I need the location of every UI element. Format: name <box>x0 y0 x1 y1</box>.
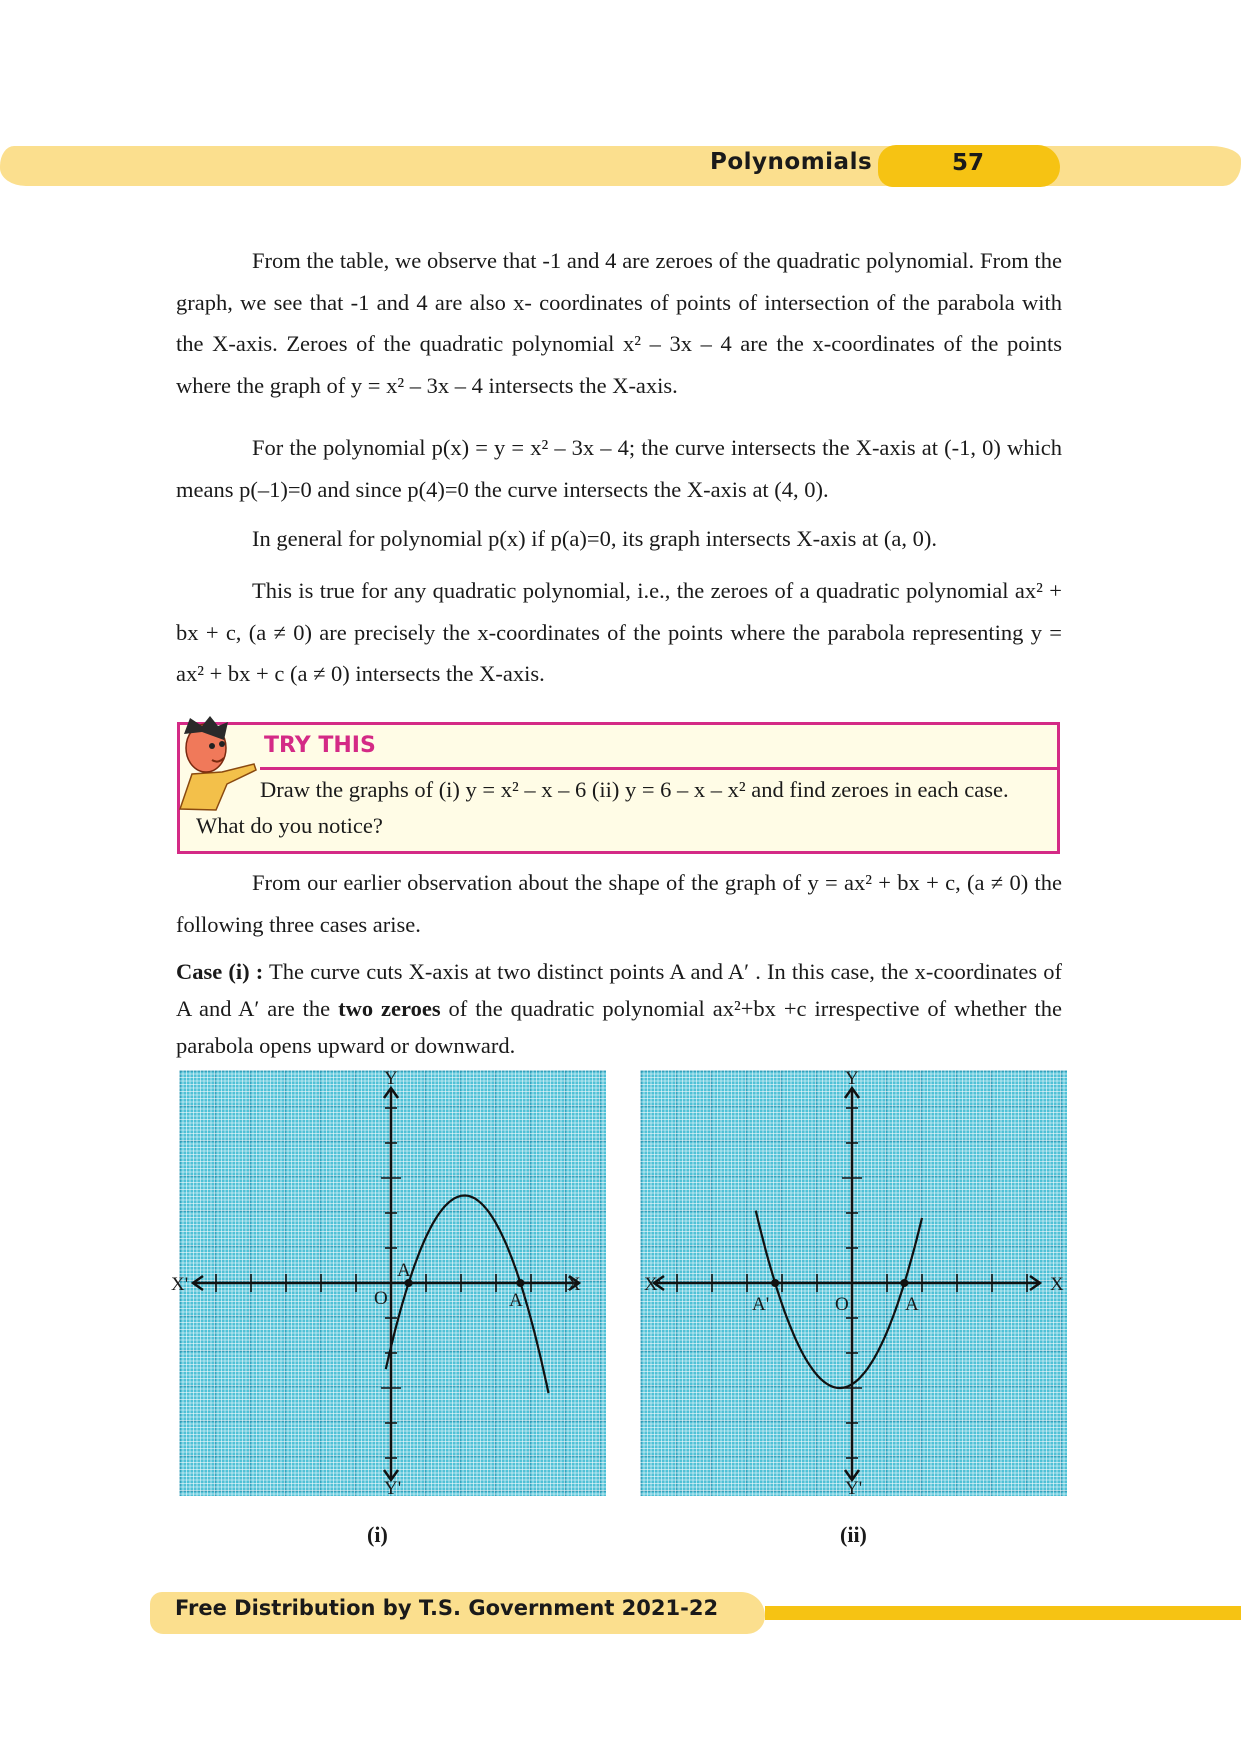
label-y-prime: Y' <box>384 1478 402 1499</box>
page-number: 57 <box>952 150 985 176</box>
graph-ii <box>640 1068 1067 1499</box>
label-origin: O <box>835 1294 849 1315</box>
label-y-prime: Y' <box>845 1478 863 1499</box>
footer-stripe <box>765 1606 1241 1620</box>
case-1-paragraph <box>176 953 1062 1064</box>
label-x-prime: X' <box>171 1274 189 1295</box>
footer-text: Free Distribution by T.S. Government 2021-22 <box>175 1596 719 1620</box>
page-title: Polynomials <box>710 149 873 175</box>
paragraph-4: This is true for any quadratic polynomial, i.e., the zeroes of a quadratic polynomial ax² + bx + c, (a ≠ 0) are precisely the x-coordinates of the points where the parabola representing y = ax² + bx + c (a ≠ 0) intersects the X-axis. <box>176 578 1062 686</box>
label-a: A <box>397 1260 411 1281</box>
label-x-prime: X' <box>644 1274 662 1295</box>
graph-ii-caption: (ii) <box>840 1522 867 1547</box>
paragraph-3: In general for polynomial p(x) if p(a)=0, its graph intersects X-axis at (a, 0). <box>252 526 937 551</box>
boy-pointing-icon <box>172 714 258 812</box>
label-x: X <box>567 1274 581 1295</box>
case-1-text-a: The curve cuts X-axis at two distinct points A and A′ . In this case, the x-coordinates of A and A′ are the <box>176 959 1062 1021</box>
case-1-text-b: of the quadratic polynomial ax²+bx +c irrespective of whether the parabola opens upward or downward. <box>176 996 1062 1058</box>
paragraph-1: From the table, we observe that -1 and 4 are zeroes of the quadratic polynomial. From the graph, we see that -1 and 4 are also x- coordinates of points of intersection of the parabola with the X-axis. Zeroes of the quadratic polynomial x² – 3x – 4 are the x-coordinates of the points where the graph of y = x² – 3x – 4 intersects the X-axis. <box>176 248 1062 398</box>
label-y: Y <box>384 1068 398 1089</box>
label-a-prime: A' <box>752 1294 770 1315</box>
graph-i-caption: (i) <box>367 1522 388 1547</box>
try-this-title: TRY THIS <box>264 733 376 758</box>
point-a-prime <box>516 1279 524 1287</box>
label-a-prime: A' <box>509 1290 527 1311</box>
graph-i-svg <box>171 1068 606 1499</box>
point-a-prime <box>771 1279 779 1287</box>
label-x: X <box>1050 1274 1064 1295</box>
label-a: A <box>905 1294 919 1315</box>
graph-i <box>171 1068 606 1499</box>
try-this-box <box>177 722 1060 854</box>
paragraph-2: For the polynomial p(x) = y = x² – 3x – 4; the curve intersects the X-axis at (-1, 0) which means p(–1)=0 and since p(4)=0 the curve intersects the X-axis at (4, 0). <box>176 435 1062 502</box>
try-this-question: Draw the graphs of (i) y = x² – x – 6 (ii) y = 6 – x – x² and find zeroes in each case. <box>260 777 1009 802</box>
case-1-bold: two zeroes <box>338 996 441 1021</box>
try-this-question-2: What do you notice? <box>196 813 383 838</box>
label-y: Y <box>845 1068 859 1089</box>
point-a <box>900 1279 908 1287</box>
case-1-label: Case (i) : <box>176 959 264 984</box>
paragraph-cases-intro: From our earlier observation about the shape of the graph of y = ax² + bx + c, (a ≠ 0) the following three cases arise. <box>176 870 1062 937</box>
graph-ii-svg <box>640 1068 1067 1499</box>
label-origin: O <box>374 1288 388 1309</box>
try-this-divider <box>260 767 1057 770</box>
